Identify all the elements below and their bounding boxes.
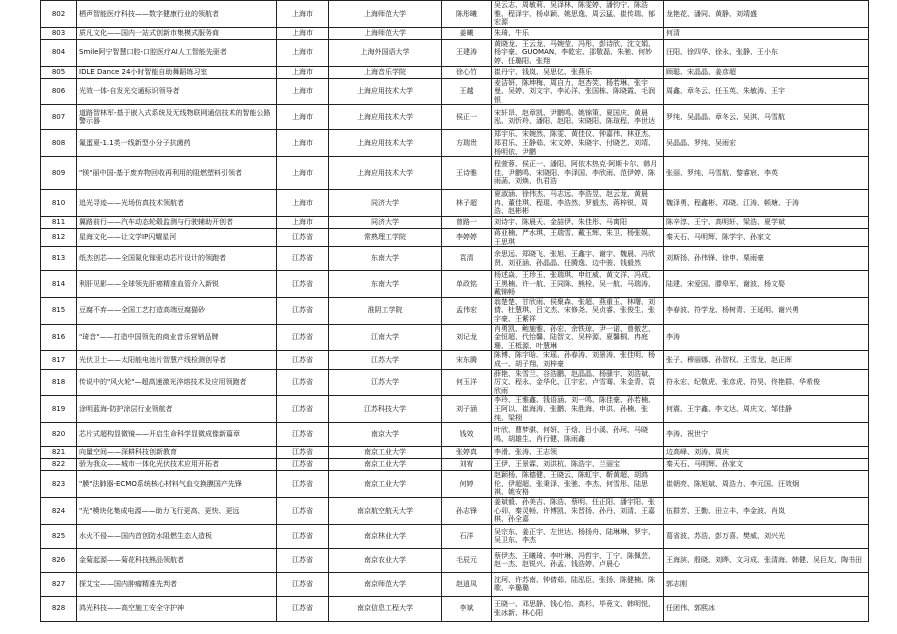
cell-project: 骄为我众——城市一体化光伏技术应用开拓者 <box>77 459 277 471</box>
cell-project: 探艾宝——国内肿瘤精准先判者 <box>77 572 277 596</box>
cell-no: 828 <box>41 596 77 621</box>
cell-members: 程萱蓉、侯正一、潘阳、阿依木热克·阿斯卡尔、韩月佳、尹鹏鸣、宋晓阳、李泽国、李欣雨、范伊婷、陈雨菡、刘焕、仇君浩 <box>492 157 664 190</box>
cell-advisors: 罗纯、吴晶晶、章冬云、吴淇、马雪航 <box>664 105 869 130</box>
cell-no: 814 <box>41 271 77 298</box>
cell-advisors: 秦天石、马明辉、陈学宇、孙家文 <box>664 228 869 246</box>
cell-project: 纸杰创芯——全国氮化镓驱动芯片设计的领跑者 <box>77 247 277 271</box>
cell-project: "光"模块化集成电源——助力飞行更高、更快、更远 <box>77 497 277 524</box>
cell-leader: 石洋 <box>442 524 492 548</box>
cell-leader: 姜曦 <box>442 27 492 39</box>
cell-project: 道路智林军-基于嵌入式系统及无线物联网通信技术的智能公路警示器 <box>77 105 277 130</box>
cell-project: 光伏卫士——太阳能电池片智慧产线检测创导者 <box>77 351 277 369</box>
cell-advisors: 吴晶晶、罗纯、吴雨宏 <box>664 130 869 157</box>
cell-project: 利肝见影——全球领先肝癌精准血管介入新锐 <box>77 271 277 298</box>
cell-advisors: 周鑫、章冬云、任玉英、朱敏涛、王宇 <box>664 78 869 105</box>
cell-area: 上海市 <box>277 190 329 217</box>
table-row <box>41 66 869 78</box>
cell-leader: 方瑞贵 <box>442 130 492 157</box>
cell-advisors: 郭志刚 <box>664 572 869 596</box>
cell-members: 朱琦、牛乐 <box>492 27 664 39</box>
cell-school: 常熟理工学院 <box>329 228 442 246</box>
cell-advisors: 葛省波、苏浩、彭万喜、樊威、刘兴光 <box>664 524 869 548</box>
cell-no: 810 <box>41 190 77 217</box>
cell-area: 上海市 <box>277 130 329 157</box>
cell-school: 上海应用技术大学 <box>329 157 442 190</box>
cell-no: 819 <box>41 396 77 423</box>
cell-leader: 赵逍凤 <box>442 572 492 596</box>
cell-school: 南京农业大学 <box>329 548 442 572</box>
cell-project: 翼路前行——汽车动态轮毂监测与行驶辅助开创者 <box>77 216 277 228</box>
cell-advisors: 张丽、罗纯、马雪航、黎睿宸、李英 <box>664 157 869 190</box>
cell-members: 王晓一、邓思静、钱心怡、高杉、毕竟文、韩明悦、张冰新、林心阳 <box>492 596 664 621</box>
cell-project: 氟蛋夏-1.1类一线新型小分子抗菌药 <box>77 130 277 157</box>
cell-advisors: 张子、穆丽娜、孙智权、王雪龙、赵正晖 <box>664 351 869 369</box>
cell-leader: 刘宥 <box>442 459 492 471</box>
cell-members: 宋轩昂、赵章凯、尹鹏鸣、姚锦策、夏国庆、黄晨泓、刘忻羚、潘阳、赵阳、宋晓阳、陈瑄程、李世达 <box>492 105 664 130</box>
cell-school: 江苏大学 <box>329 351 442 369</box>
cell-no: 815 <box>41 297 77 324</box>
cell-project: 传说中的"风火轮"—超高速激光淬熔技术及应用领跑者 <box>77 369 277 396</box>
cell-area: 江苏省 <box>277 447 329 459</box>
cell-school: 南京工业大学 <box>329 447 442 459</box>
cell-no: 826 <box>41 548 77 572</box>
cell-school: 南京林业大学 <box>329 524 442 548</box>
cell-no: 823 <box>41 471 77 498</box>
cell-area: 江苏省 <box>277 351 329 369</box>
cell-school: 同济大学 <box>329 216 442 228</box>
cell-leader: 王建涛 <box>442 39 492 66</box>
cell-leader: 孟伟宏 <box>442 297 492 324</box>
cell-members: 肖勇凯、鲍施雅、孙宏、余铁琼、尹一诺、曾傲艺、金恒超、代怡馨、陆智文、吴梓源、夏馨桐、冉庭珊、王柢源、叶慧琳 <box>492 324 664 351</box>
cell-area: 江苏省 <box>277 396 329 423</box>
table-row <box>41 524 869 548</box>
cell-no: 820 <box>41 423 77 447</box>
cell-advisors: 顾聪、宋晶晶、姜彦超 <box>664 66 869 78</box>
table-row <box>41 351 869 369</box>
cell-members: 刘诗宇、陈晨天、金喆伊、朱佳彤、马寓阳 <box>492 216 664 228</box>
cell-school: 江苏科技大学 <box>329 396 442 423</box>
cell-no: 821 <box>41 447 77 459</box>
cell-area: 江苏省 <box>277 596 329 621</box>
project-table <box>40 0 869 622</box>
cell-no: 824 <box>41 497 77 524</box>
cell-advisors: 陈辛淳、王宁、高明轩、梁浩、夏学斌 <box>664 216 869 228</box>
cell-advisors: 李涛 <box>664 324 869 351</box>
cell-area: 上海市 <box>277 39 329 66</box>
cell-members: 吴宗东、姜正宇、左世达、杨扬舟、陆琳琳、罗宇、吴卫东、李杰 <box>492 524 664 548</box>
cell-advisors: 伍群芳、王勤、田立丰、李金波、肖岚 <box>664 497 869 524</box>
cell-members: 杨述焱、王珍玉、张瑞琪、申红威、黄文洋、冯成、王黑楠、许一航、王同陈、熊栓、吴一航、马瑞涛、戴锦畅 <box>492 271 664 298</box>
cell-leader: 徐心竹 <box>442 66 492 78</box>
cell-no: 809 <box>41 157 77 190</box>
cell-members: 郑宇乐、宋婉然、陈雯、黄佳仪、钟嘉伟、林亚杰、郑君乐、王静茹、宋文婷、朱晓宇、付晓艺、刘靖、杨明依、尹鹏 <box>492 130 664 157</box>
table-row <box>41 423 869 447</box>
cell-no: 805 <box>41 66 77 78</box>
cell-advisors: 王海滨、殷晓、刘晔、文习成、张清海、韩健、吴巨友、陶书田 <box>664 548 869 572</box>
cell-members: 李滑、张涛、王志领 <box>492 447 664 459</box>
cell-school: 上海应用技术大学 <box>329 105 442 130</box>
table-row <box>41 572 869 596</box>
cell-members: 沈珂、许苏南、钟倩茹、陆泓臣、张扬、陈健楠、陈歌、辛璐璐 <box>492 572 664 596</box>
table-row <box>41 105 869 130</box>
cell-advisors: 李春波、符学龙、杨树青、王延明、谢兴勇 <box>664 297 869 324</box>
cell-no: 818 <box>41 369 77 396</box>
cell-project: 质凡文化——国内一站式创新市集模式服务商 <box>77 27 277 39</box>
cell-project: 光效一体-自发光交通标识领导者 <box>77 78 277 105</box>
cell-leader: 单政铭 <box>442 271 492 298</box>
cell-members: 翁楚楚、甘欣雨、侯聚森、张超、燕重玉、林曙、刘倩、杜慧琪、吕文杰、宋修尧、吴贞睿、张俊生、张宇豪、王紫祥 <box>492 297 664 324</box>
cell-project: 鸿光科技——高空施工安全守护神 <box>77 596 277 621</box>
cell-no: 811 <box>41 216 77 228</box>
cell-leader: 袁清 <box>442 247 492 271</box>
cell-leader: 何婷 <box>442 471 492 498</box>
cell-project: 星海文化——让文学IP闪耀星河 <box>77 228 277 246</box>
cell-area: 上海市 <box>277 216 329 228</box>
cell-leader: 王诗雅 <box>442 157 492 190</box>
cell-school: 南京航空航天大学 <box>329 497 442 524</box>
cell-advisors: 龙艳花、潘同、黄静、刘靖盛 <box>664 1 869 28</box>
cell-members: 蔡伊杰、王曦琦、李叶琳、冯哲宇、丁宁、陈佩芸、赵一杰、赵锐兴、孙孟、钱浩婷、卢晨心 <box>492 548 664 572</box>
cell-area: 上海市 <box>277 1 329 28</box>
table-row <box>41 216 869 228</box>
cell-advisors: 何清 <box>664 27 869 39</box>
cell-no: 802 <box>41 1 77 28</box>
cell-members: 叶欣、曹梦骐、何妍、于焓、吕小溪、孙珂、马晓鸣、胡雄生、肖行健、陈雨鑫 <box>492 423 664 447</box>
cell-area: 上海市 <box>277 157 329 190</box>
cell-advisors: 崔朝亮、陈旭斌、周浩力、李元国、汪效炯 <box>664 471 869 498</box>
cell-area: 上海市 <box>277 27 329 39</box>
cell-school: 江南大学 <box>329 324 442 351</box>
table-row <box>41 596 869 621</box>
cell-area: 江苏省 <box>277 271 329 298</box>
table-row <box>41 297 869 324</box>
cell-members: 陈博、陈宇晗、宋瑶、孙春涛、刘景涛、张佳明、杨成一、胡子翔、刘梓豪 <box>492 351 664 369</box>
cell-project: 涂明蓝海-防护涂层行业领航者 <box>77 396 277 423</box>
cell-no: 804 <box>41 39 77 66</box>
cell-school: 南京师范大学 <box>329 572 442 596</box>
cell-school: 东南大学 <box>329 271 442 298</box>
cell-school: 上海应用技术大学 <box>329 130 442 157</box>
cell-area: 江苏省 <box>277 548 329 572</box>
cell-members: 崔丹宁、钱岚、吴思亿、张燕乐 <box>492 66 664 78</box>
cell-area: 江苏省 <box>277 572 329 596</box>
cell-no: 816 <box>41 324 77 351</box>
cell-area: 江苏省 <box>277 459 329 471</box>
cell-project: IDLE Dance 24小时智能自助舞蹈练习室 <box>77 66 277 78</box>
cell-advisors: 边高峰、刘涛、周庆 <box>664 447 869 459</box>
cell-school: 上海师范大学 <box>329 27 442 39</box>
cell-area: 江苏省 <box>277 228 329 246</box>
cell-school: 同济大学 <box>329 190 442 217</box>
cell-leader: 钱效 <box>442 423 492 447</box>
cell-area: 上海市 <box>277 105 329 130</box>
cell-advisors: 秦天石、马明辉、孙家文 <box>664 459 869 471</box>
cell-advisors: 任团伟、郭熙冰 <box>664 596 869 621</box>
cell-members: 薛艳、朱雪兰、谷浩鹏、赵晶晶、杨骚宇、刘浩斌、厉文、程永、金华化、江宇宏、卢雪骞、朱金青、袁欣雨 <box>492 369 664 396</box>
table-row <box>41 130 869 157</box>
table-row <box>41 27 869 39</box>
cell-area: 江苏省 <box>277 497 329 524</box>
cell-area: 江苏省 <box>277 247 329 271</box>
cell-area: 江苏省 <box>277 423 329 447</box>
cell-project: "琦音"——打造中国领先的商业音乐营销品牌 <box>77 324 277 351</box>
cell-members: 余思远、郑晓飞、张旭、王鑫宇、谢宇、魏晨、冯欣贤、刘亚涵、孙晶晶、任腾逸、边中骏、钱毅然 <box>492 247 664 271</box>
cell-members: 蒋亚楠、严水琪、王瑞雪、戴玉辉、朱卫、杨张娱、王思琪 <box>492 228 664 246</box>
cell-leader: 张婷真 <box>442 447 492 459</box>
table-row <box>41 459 869 471</box>
cell-members: 王伊、王景霖、刘洪杭、陈浩宇、兰丽宝 <box>492 459 664 471</box>
cell-advisors: 刘斯扬、孙伟锋、徐申、栗雨豪 <box>664 247 869 271</box>
cell-project: "膜"法肺器-ECMO系统核心材料气血交换膜国产先锋 <box>77 471 277 498</box>
table-row <box>41 447 869 459</box>
cell-project: "镁"丽中国-基于废弃物回收再利用的阻燃塑料引领者 <box>77 157 277 190</box>
cell-leader: 陈彤曦 <box>442 1 492 28</box>
cell-advisors: 符永宏、纪敬虎、张彦虎、符昊、佟艳群、华希俊 <box>664 369 869 396</box>
cell-area: 上海市 <box>277 78 329 105</box>
cell-no: 825 <box>41 524 77 548</box>
cell-leader: 刘子涵 <box>442 396 492 423</box>
table-row <box>41 324 869 351</box>
cell-members: 赵颖杨、陈德健、王晓云、陈虹宇、靳黄超、胡鸿伦、伊超超、张秉泽、张驰、李杰、何雪彤、陆思祺、姚安格 <box>492 471 664 498</box>
table-row <box>41 157 869 190</box>
table-row <box>41 548 869 572</box>
table-row <box>41 497 869 524</box>
cell-leader: 何玉洋 <box>442 369 492 396</box>
data-sheet <box>40 0 868 622</box>
table-row <box>41 39 869 66</box>
cell-no: 813 <box>41 247 77 271</box>
cell-school: 江苏大学 <box>329 369 442 396</box>
cell-advisors: 魏泽勇、程鑫彬、邓晓、江涛、顿塘、于涛 <box>664 190 869 217</box>
cell-members: 李玲、王雅鑫、钱语涵、刘一鸣、陈佳豪、孙若楠、王阿以、崔海涛、张鹏、朱胜海、申洪、孙楠、张纯、梁栩 <box>492 396 664 423</box>
cell-school: 上海外国语大学 <box>329 39 442 66</box>
table-body <box>41 1 869 622</box>
cell-project: 芯片式超构显微镜——开启生命科学显微成像新篇章 <box>77 423 277 447</box>
cell-leader: 宋东腾 <box>442 351 492 369</box>
cell-no: 806 <box>41 78 77 105</box>
table-row <box>41 369 869 396</box>
table-row <box>41 228 869 246</box>
cell-advisors: 何震、王宇鑫、李文达、周庆文、邹佳静 <box>664 396 869 423</box>
cell-members: 吴云志、周敏莉、吴泽林、陈雯婷、潘钧宁、陈浩雅、程泽宇、杨卓颖、姚思逸、周云猛、崔传瑞、郁宏源 <box>492 1 664 28</box>
cell-school: 南京工业大学 <box>329 459 442 471</box>
cell-project: 水火不侵——国内首创防水阻燃生态人造板 <box>77 524 277 548</box>
cell-area: 江苏省 <box>277 324 329 351</box>
cell-school: 南京信息工程大学 <box>329 596 442 621</box>
cell-advisors: 陆建、宋爱国、滕皋军、谢波、杨文娶 <box>664 271 869 298</box>
cell-area: 江苏省 <box>277 471 329 498</box>
cell-advisors: 汪阳、徐四华、徐永、张静、王小东 <box>664 39 869 66</box>
cell-area: 江苏省 <box>277 297 329 324</box>
cell-leader: 李婷婷 <box>442 228 492 246</box>
cell-members: 黄晓龙、王云龙、马婉莹、冯彤、彭诗欣、沈文娟、杨宇豪、GUOMAN、李乾宏、邵敬磊、朱驰、何妙婷、任璐阳、张翔 <box>492 39 664 66</box>
cell-advisors: 李涛、祝世宁 <box>664 423 869 447</box>
cell-no: 822 <box>41 459 77 471</box>
cell-leader: 侯正一 <box>442 105 492 130</box>
cell-school: 上海音乐学院 <box>329 66 442 78</box>
cell-leader: 林子超 <box>442 190 492 217</box>
cell-no: 803 <box>41 27 77 39</box>
cell-members: 姜斌毅、孙美吉、陈浩、蔡明、任正阳、潘宇阳、张心卯、秦灵畅、许博凯、朱晋扬、孙丹、刘清、王嘉棋、孙全嘉 <box>492 497 664 524</box>
table-row <box>41 1 869 28</box>
cell-leader: 毛辰元 <box>442 548 492 572</box>
cell-school: 淮阴工学院 <box>329 297 442 324</box>
cell-leader: 李斌 <box>442 596 492 621</box>
table-row <box>41 471 869 498</box>
table-row <box>41 78 869 105</box>
cell-area: 上海市 <box>277 66 329 78</box>
cell-leader: 王越 <box>442 78 492 105</box>
cell-no: 817 <box>41 351 77 369</box>
cell-school: 上海师范大学 <box>329 1 442 28</box>
cell-school: 南京工业大学 <box>329 471 442 498</box>
cell-project: 豆腐不弃——全国工艺打造高端豆腐猫砂 <box>77 297 277 324</box>
cell-members: 夏淑涵、徐伟杰、马志远、李浩昱、赵云龙、黄晨冉、董佳琪、程琨、李浩然、罗毅杰、蒋梓锐、周浩、赵彬彬 <box>492 190 664 217</box>
table-row <box>41 190 869 217</box>
cell-no: 812 <box>41 228 77 246</box>
cell-project: 金菊起源——菊花科技熊品领航者 <box>77 548 277 572</box>
table-row <box>41 271 869 298</box>
cell-school: 东南大学 <box>329 247 442 271</box>
cell-no: 807 <box>41 105 77 130</box>
cell-school: 上海应用技术大学 <box>329 78 442 105</box>
cell-no: 827 <box>41 572 77 596</box>
table-row <box>41 396 869 423</box>
cell-leader: 刘记龙 <box>442 324 492 351</box>
cell-project: 向量空间——深耕科技创新教育 <box>77 447 277 459</box>
cell-project: Smile阿宁智慧口腔-口腔医疗AI人工智能先驱者 <box>77 39 277 66</box>
cell-no: 808 <box>41 130 77 157</box>
cell-leader: 孙志锋 <box>442 497 492 524</box>
table-row <box>41 247 869 271</box>
cell-project: 栖声智能医疗科技——数字健康行业的领航者 <box>77 1 277 28</box>
cell-members: 麦洁妍、陈坤梅、周自力、赵杏笑、杨若琳、张宇曼、吴婷、刘文宇、李沁洋、张国栋、陈晓霞、毛润银 <box>492 78 664 105</box>
cell-area: 江苏省 <box>277 524 329 548</box>
cell-project: 追光寻迹——光场仿真技术领航者 <box>77 190 277 217</box>
cell-school: 南京大学 <box>329 423 442 447</box>
cell-leader: 曾路一 <box>442 216 492 228</box>
cell-area: 江苏省 <box>277 369 329 396</box>
